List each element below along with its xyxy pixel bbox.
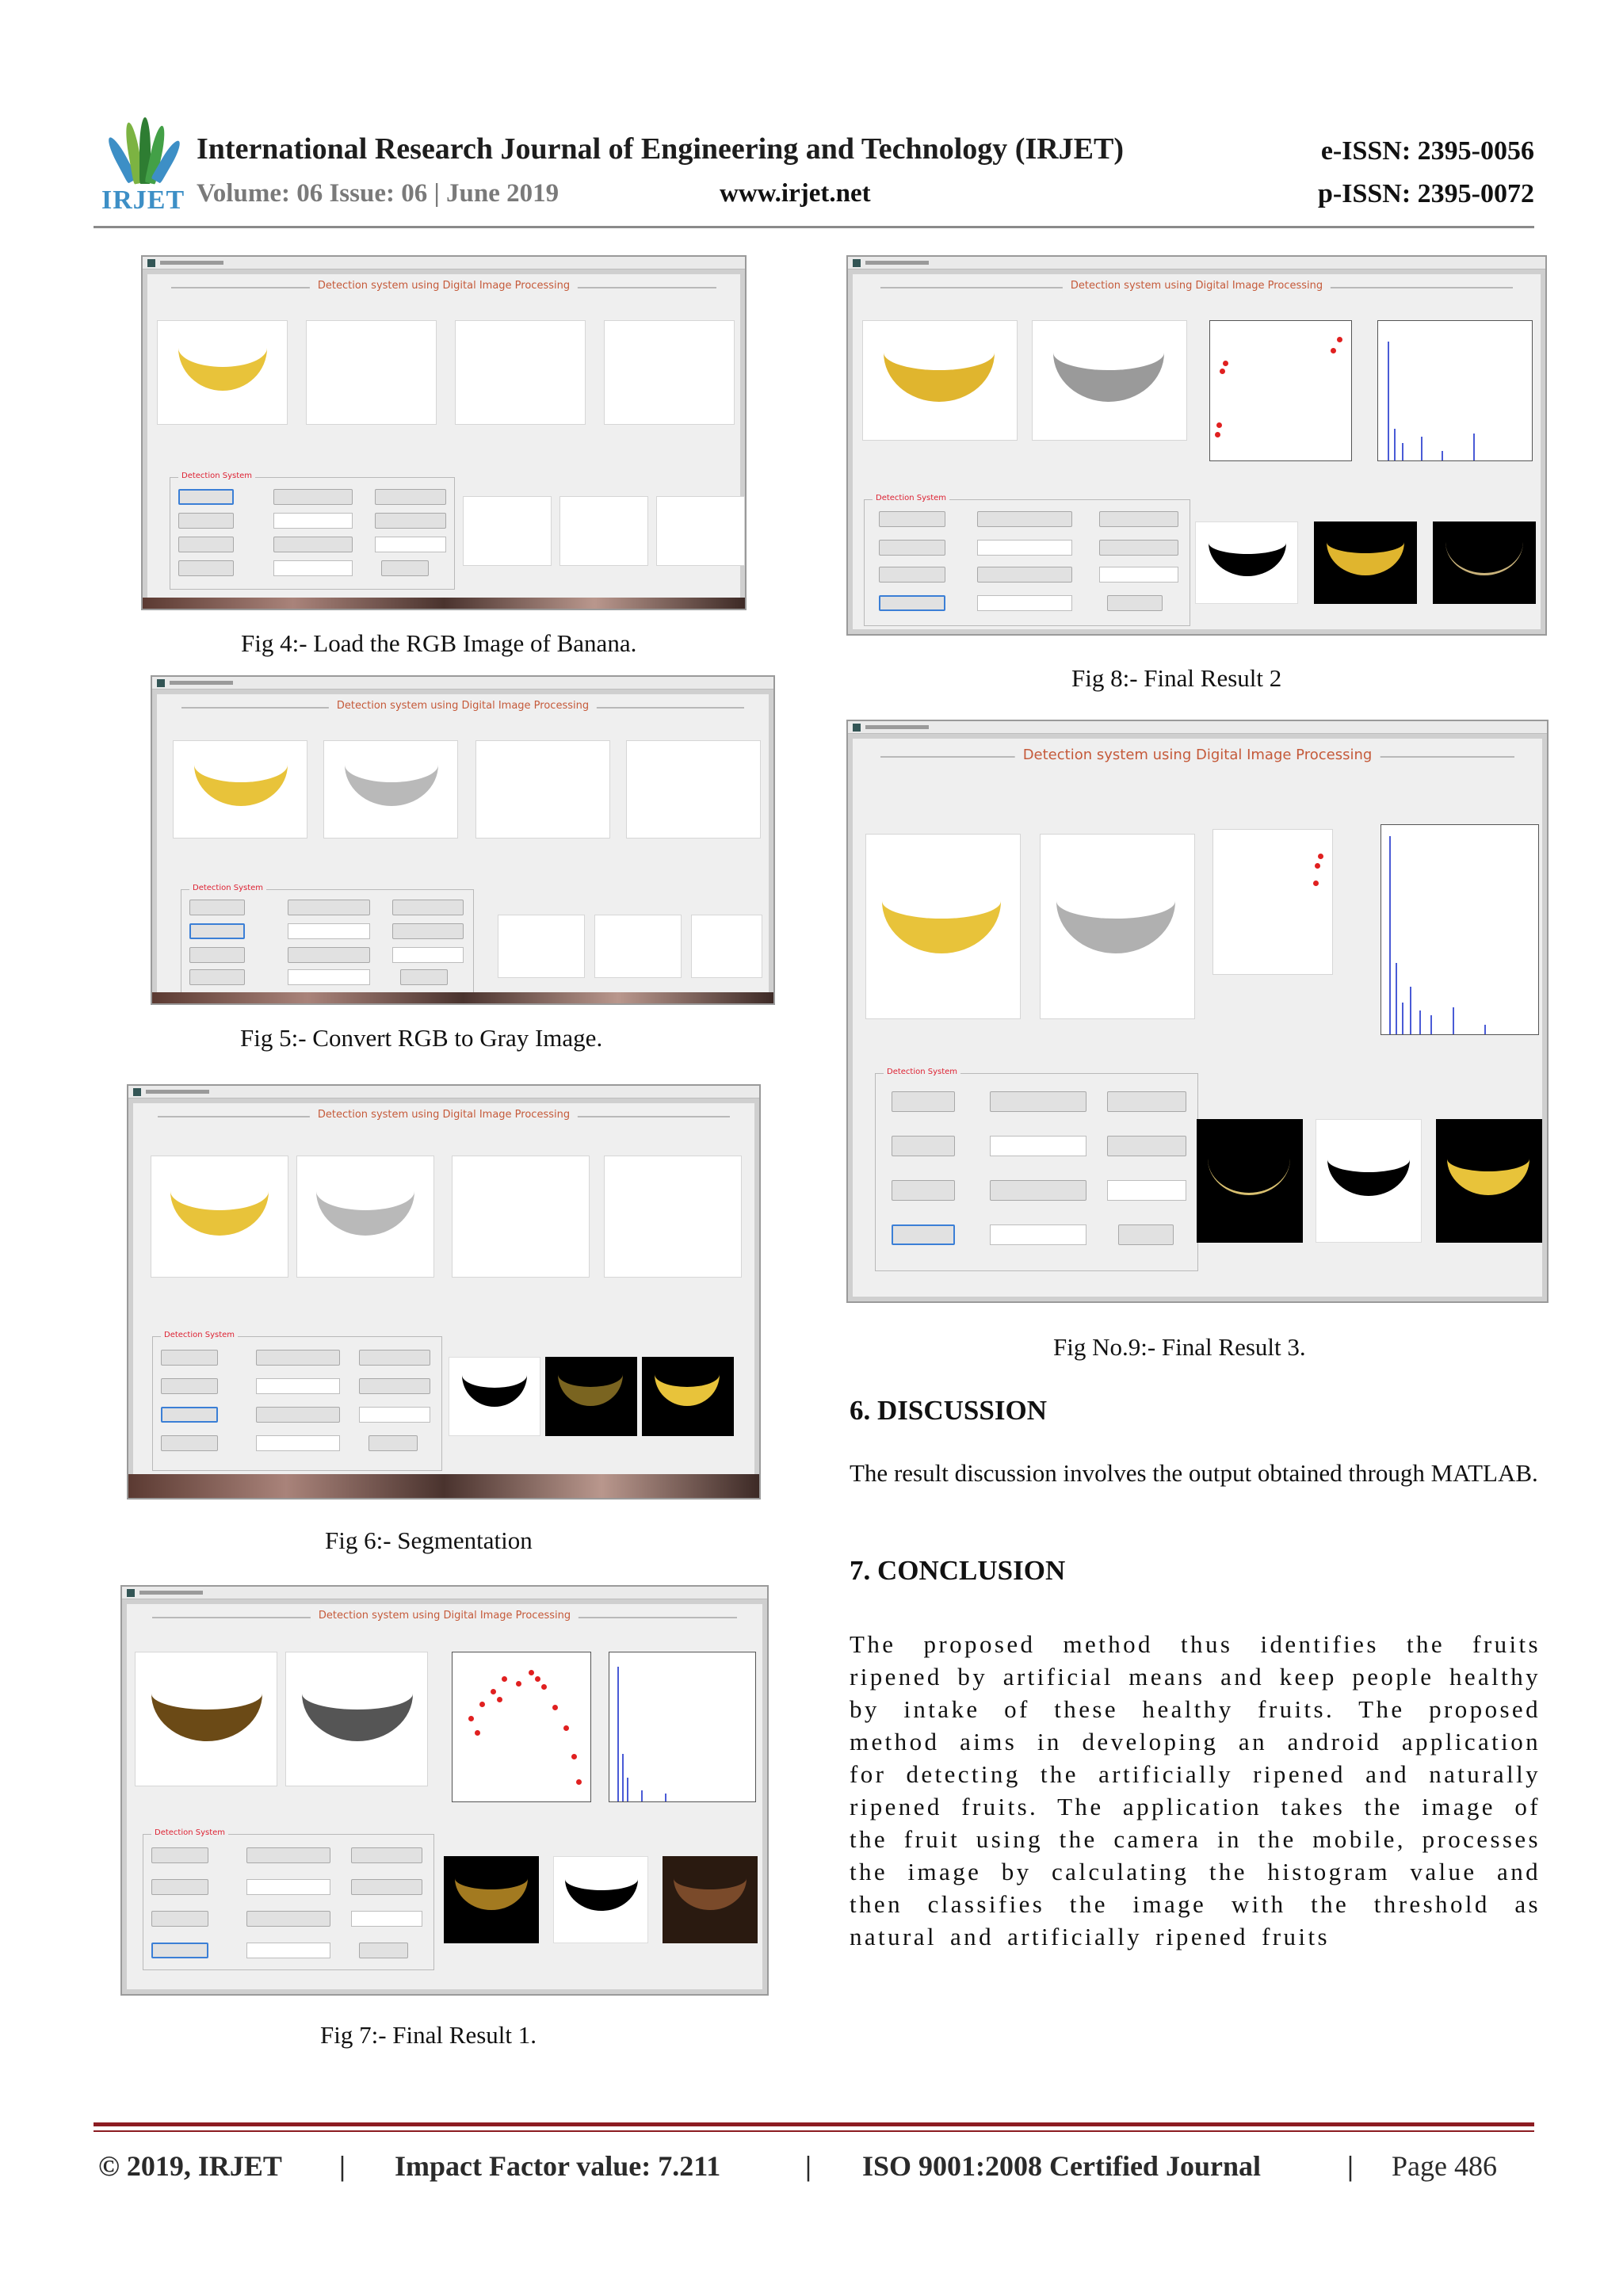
input-image-panel (157, 320, 288, 425)
footer-page-number: Page 486 (1392, 2150, 1497, 2182)
footer-separator: | (1347, 2150, 1354, 2182)
gray-banana-image (345, 765, 438, 806)
header-rule (94, 226, 1534, 228)
footer-impact-factor: Impact Factor value: 7.211 (395, 2150, 721, 2182)
fig7-caption: Fig 7:- Final Result 1. (320, 2021, 537, 2049)
p-issn: p-ISSN: 2395-0072 (1318, 179, 1534, 208)
fig5-caption: Fig 5:- Convert RGB to Gray Image. (240, 1024, 603, 1052)
scatter-plot (1209, 320, 1352, 461)
create-database-button[interactable] (375, 489, 446, 505)
fig8-caption: Fig 8:- Final Result 2 (1071, 664, 1282, 692)
footer-separator: | (339, 2150, 346, 2182)
gray-banana-image (316, 1191, 414, 1236)
cluster-3 (1433, 521, 1536, 604)
footer-iso: ISO 9001:2008 Certified Journal (862, 2150, 1261, 2182)
conclusion-text: The proposed method thus identifies the fruits ripened by artificial means and keep people healthy by intake of these healthy fruits. The proposed method aims in developing an android application for detecting the artificially ripened and naturally ripened fruits. The application takes the image of the fruit using the camera in the mobile, processes the image by calculating the histogram value and then classifies the image with the threshold as natural and artificially ripened fruits (850, 1630, 1541, 1950)
volume-issue: Volume: 06 Issue: 06 | June 2019 (197, 179, 559, 208)
logo-text: IRJET (101, 185, 185, 215)
cluster-1 (1195, 521, 1298, 604)
cluster-3 (642, 1357, 734, 1436)
fig9-caption: Fig No.9:- Final Result 3. (1053, 1333, 1306, 1361)
calculation-time-button[interactable] (273, 489, 353, 505)
cluster-2 (1316, 1119, 1422, 1243)
banana-image (170, 1191, 269, 1236)
load-image-button[interactable] (178, 489, 234, 505)
cluster-1 (449, 1357, 540, 1436)
journal-website: www.irjet.net (720, 179, 871, 208)
preprocess-button[interactable] (178, 513, 234, 529)
exit-button[interactable] (381, 560, 429, 576)
fig5-screenshot: Detection system using Digital Image Processing Detection System (151, 675, 775, 1005)
cluster-3 (1436, 1119, 1542, 1243)
result-button[interactable] (151, 1943, 208, 1958)
banana-image (194, 765, 288, 806)
fig4-screenshot: Detection system using Digital Image Processing Detection System (141, 255, 747, 610)
footer-separator: | (805, 2150, 812, 2182)
conclusion-heading: 7. CONCLUSION (850, 1555, 1066, 1586)
footer-rule (94, 2122, 1534, 2126)
app-icon (147, 259, 155, 267)
discussion-text: The result discussion involves the output obtained through MATLAB. (850, 1459, 1538, 1487)
cluster-2 (1314, 521, 1417, 604)
gray-banana-image (1053, 353, 1164, 402)
cluster-2 (545, 1357, 637, 1436)
fig7-screenshot: Detection system using Digital Image Processing Detection System (120, 1585, 769, 1996)
segmentation-button[interactable] (161, 1407, 218, 1423)
discussion-heading: 6. DISCUSSION (850, 1395, 1047, 1426)
result-button[interactable] (879, 595, 945, 611)
fig6-screenshot: Detection system using Digital Image Processing Detection System (127, 1084, 761, 1499)
fig4-caption: Fig 4:- Load the RGB Image of Banana. (241, 629, 637, 657)
scatter-plot (1212, 829, 1333, 975)
journal-title: International Research Journal of Engineering and Technology (IRJET) (197, 132, 1125, 166)
fig6-caption: Fig 6:- Segmentation (325, 1526, 533, 1554)
segmentation-button[interactable] (178, 537, 234, 552)
irjet-logo (94, 117, 185, 216)
brown-banana-image (151, 1694, 262, 1741)
cluster-1 (1197, 1119, 1303, 1243)
gray-banana-image (1056, 901, 1175, 953)
result-button[interactable] (178, 560, 234, 576)
histogram-plot (1377, 320, 1533, 461)
cluster-2 (553, 1856, 648, 1943)
app-heading: Detection system using Digital Image Processing (310, 280, 578, 292)
banana-image (882, 901, 1001, 953)
footer-copyright: © 2019, IRJET (98, 2150, 282, 2182)
preprocess-button[interactable] (189, 923, 245, 939)
histogram-plot (609, 1652, 756, 1802)
banana-image (178, 348, 267, 391)
cluster-1 (444, 1856, 539, 1943)
result-button[interactable] (892, 1224, 955, 1245)
fig8-screenshot: Detection system using Digital Image Processing Detection System (846, 255, 1547, 636)
gray-banana-image (302, 1694, 413, 1741)
scatter-plot (452, 1652, 591, 1802)
e-issn: e-ISSN: 2395-0056 (1320, 136, 1534, 166)
histogram-plot (1381, 824, 1539, 1035)
cluster-3 (663, 1856, 758, 1943)
fig9-screenshot: Detection system using Digital Image Processing Detection System (846, 720, 1549, 1303)
banana-image (884, 353, 995, 402)
